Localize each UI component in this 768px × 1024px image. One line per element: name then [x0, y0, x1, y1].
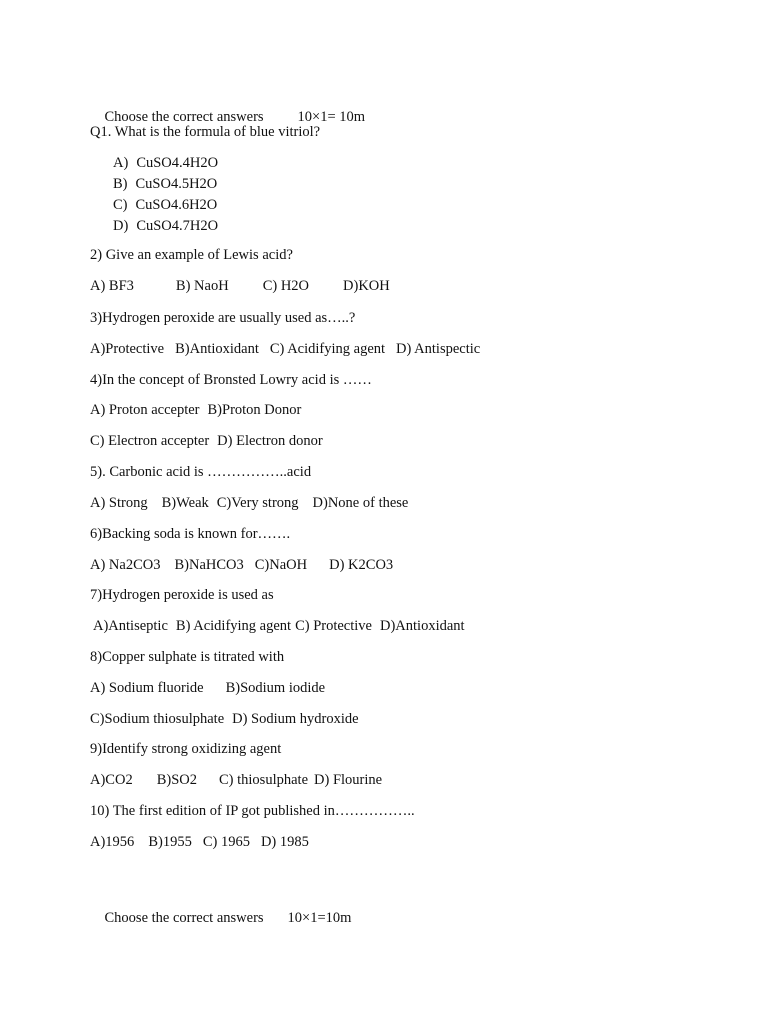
q6-options [90, 558, 393, 573]
q4-option-c: C) Electron accepter [90, 433, 210, 449]
q4-options-row-2 [90, 434, 323, 449]
q7-option-c: C) Protective [295, 618, 372, 634]
question-5: 5). Carbonic acid is ……………..acid [90, 464, 312, 480]
q8-option-b: B)Sodium iodide [225, 680, 326, 696]
q9-option-d: D) Flourine [314, 772, 383, 788]
q5-option-d: D)None of these [312, 495, 409, 511]
q8-option-d: D) Sodium hydroxide [232, 711, 359, 727]
q2-option-c: C) H2O [262, 278, 310, 294]
q4-option-b: B)Proton Donor [207, 402, 302, 418]
question-8: 8)Copper sulphate is titrated with [90, 649, 285, 665]
q2-options [90, 279, 390, 294]
q8-options-row-1 [90, 681, 325, 696]
q1-option-d: D) CuSO4.7H2O [113, 218, 219, 234]
q9-option-a: A)CO2 [90, 772, 133, 788]
q5-options [90, 496, 408, 511]
q2-option-b: B) NaoH [175, 278, 229, 294]
question-9: 9)Identify strong oxidizing agent [90, 741, 282, 757]
q4-option-a: A) Proton accepter [90, 402, 200, 418]
q2-option-d: D)KOH [343, 278, 390, 294]
q6-option-d: D) K2CO3 [329, 557, 394, 573]
q10-option-c: C) 1965 [202, 834, 250, 850]
question-3: 3)Hydrogen peroxide are usually used as…..? [90, 310, 356, 326]
q7-options [93, 619, 465, 634]
q6-option-c: C)NaOH [254, 557, 308, 573]
q9-option-b: B)SO2 [156, 772, 197, 788]
q4-options-row-1 [90, 403, 301, 418]
q7-option-d: D)Antioxidant [380, 618, 465, 634]
q10-options [90, 835, 309, 850]
q10-option-a: A)1956 [90, 834, 135, 850]
q3-option-d: D) Antispectic [396, 341, 481, 357]
q9-options [90, 773, 382, 788]
q8-options-row-2 [90, 712, 359, 727]
section-marks: 10×1= 10m [297, 108, 366, 125]
q1-option-c: C) CuSO4.6H2O [113, 197, 218, 213]
q8-option-a: A) Sodium fluoride [90, 680, 204, 696]
question-4: 4)In the concept of Bronsted Lowry acid is …… [90, 372, 372, 388]
question-10: 10) The first edition of IP got published in…………….. [90, 803, 415, 819]
q10-option-d: D) 1985 [260, 834, 309, 850]
q9-option-c: C) thiosulphate [219, 772, 309, 788]
q1-option-a: A) CuSO4.4H2O [113, 155, 219, 171]
q4-option-d: D) Electron donor [217, 433, 323, 449]
q10-option-b: B)1955 [148, 834, 192, 850]
q6-option-b: B)NaHCO3 [174, 557, 244, 573]
q6-option-a: A) Na2CO3 [90, 557, 161, 573]
section-instruction: Choose the correct answers [104, 108, 264, 125]
q3-option-a: A)Protective [90, 341, 165, 357]
section-footer [90, 896, 351, 940]
question-7: 7)Hydrogen peroxide is used as [90, 587, 274, 603]
q5-option-b: B)Weak [161, 495, 209, 511]
q7-option-b: B) Acidifying agent [175, 618, 292, 634]
q2-option-a: A) BF3 [90, 278, 134, 294]
q7-option-a: A)Antiseptic [93, 618, 168, 634]
q3-option-b: B)Antioxidant [175, 341, 259, 357]
q3-option-c: C) Acidifying agent [269, 341, 386, 357]
q5-option-a: A) Strong [90, 495, 148, 511]
q8-option-c: C)Sodium thiosulphate [90, 711, 225, 727]
q1-option-b: B) CuSO4.5H2O [113, 176, 218, 192]
footer-marks: 10×1=10m [287, 909, 352, 926]
q3-options [90, 342, 480, 357]
q5-option-c: C)Very strong [216, 495, 299, 511]
question-6: 6)Backing soda is known for……. [90, 526, 291, 542]
question-1: Q1. What is the formula of blue vitriol? [90, 124, 321, 140]
question-2: 2) Give an example of Lewis acid? [90, 247, 293, 263]
footer-instruction: Choose the correct answers [104, 909, 264, 926]
